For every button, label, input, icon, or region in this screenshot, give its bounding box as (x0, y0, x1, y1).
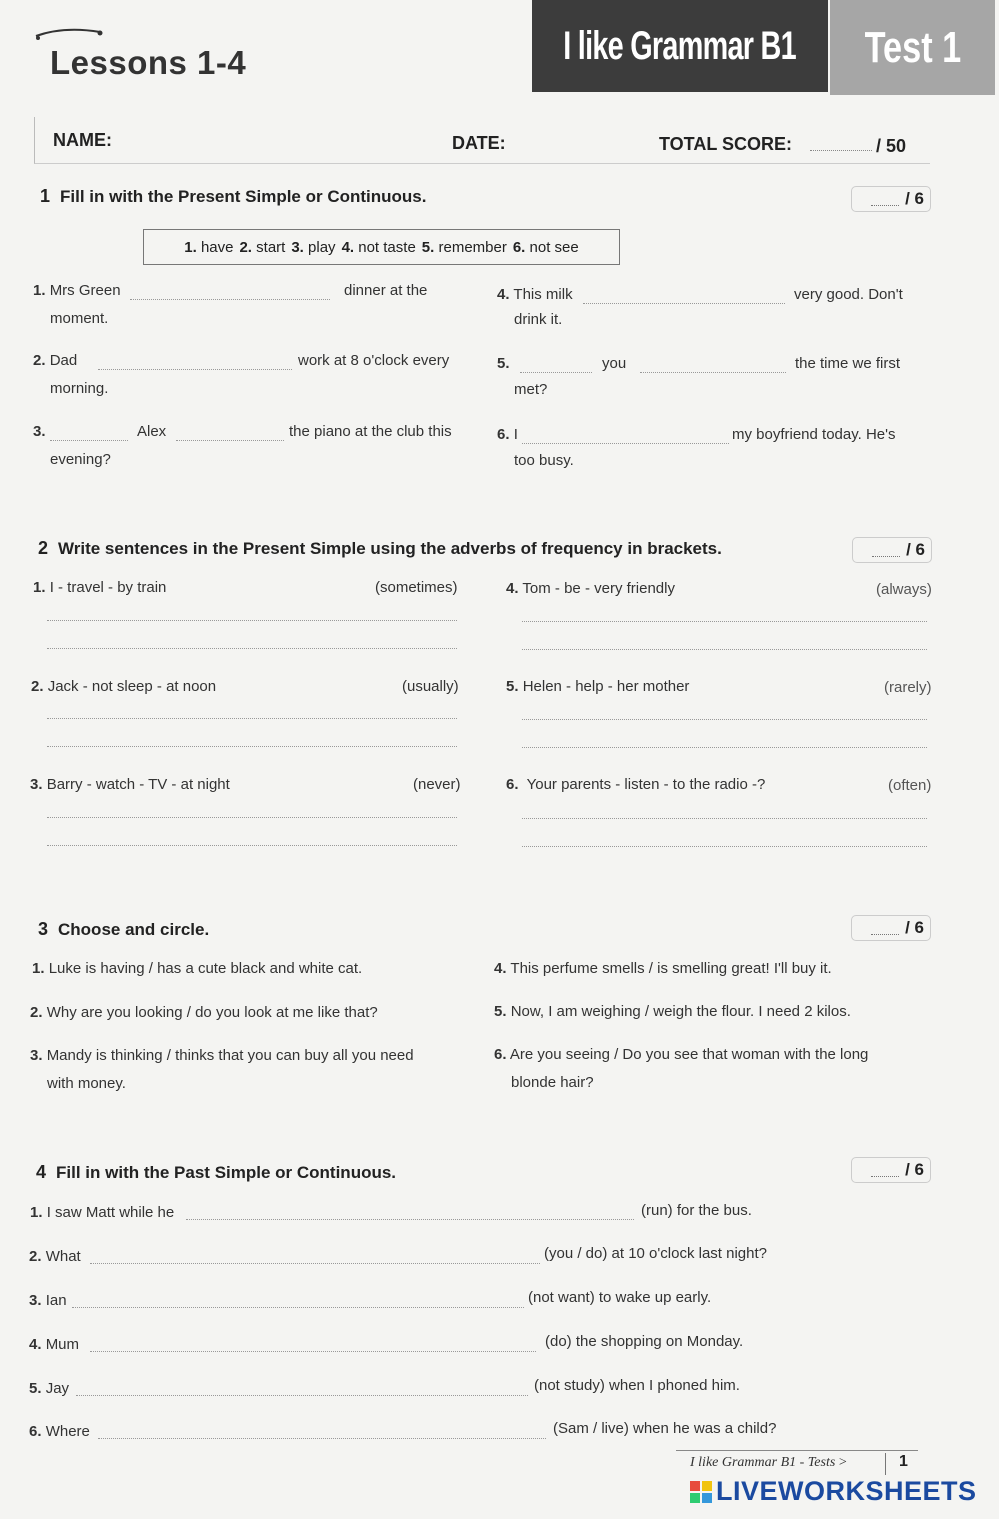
exercise-2-item: 5. Helen - help - her mother (506, 678, 690, 695)
exercise-2-item: 4. Tom - be - very friendly (506, 580, 675, 597)
exercise-text: drink it. (514, 311, 563, 328)
exercise-text: too busy. (514, 452, 574, 469)
answer-blank[interactable] (522, 427, 729, 444)
section-2-heading (38, 538, 722, 559)
book-title-banner (532, 0, 828, 92)
adverb-hint: (usually) (402, 678, 459, 695)
exercise-text: morning. (50, 380, 109, 397)
word-bank-item: 6. not see (512, 238, 579, 256)
test-label: Test 1 (864, 22, 961, 72)
total-score-label: TOTAL SCORE: (659, 134, 793, 154)
page-number: 1 (899, 1453, 908, 1470)
exercise-1-item: 5. (497, 355, 510, 372)
exercise-text: moment. (50, 310, 109, 327)
answer-blank[interactable] (130, 283, 330, 300)
section-title: Choose and circle. (58, 920, 210, 939)
word-bank-item: 4. not taste (341, 238, 416, 256)
total-score-max: / 50 (876, 136, 907, 156)
answer-blank[interactable] (98, 353, 292, 370)
answer-blank[interactable] (90, 1335, 536, 1352)
lessons-title: Lessons 1-4 (50, 44, 247, 81)
section-number: 4 (36, 1162, 47, 1182)
section-3-score-box[interactable] (851, 915, 931, 941)
section-title: Write sentences in the Present Simple using the adverbs of frequency in brackets. (58, 539, 722, 558)
answer-line[interactable] (47, 718, 457, 719)
exercise-4-item: 4. Mum (29, 1336, 80, 1353)
exercise-text: very good. Don't (794, 286, 903, 303)
answer-line[interactable] (47, 648, 457, 649)
answer-blank[interactable] (98, 1422, 546, 1439)
verb-hint: (Sam / live) when he was a child? (553, 1420, 777, 1437)
answer-blank[interactable] (50, 424, 128, 441)
section-title: Fill in with the Past Simple or Continuous. (56, 1163, 397, 1182)
word-bank (143, 229, 620, 265)
exercise-3-item[interactable]: 1. Luke is having / has a cute black and white cat. (32, 960, 363, 977)
exercise-1-item: 6. I (497, 426, 518, 443)
section-1-heading (40, 186, 426, 207)
answer-blank[interactable] (176, 424, 284, 441)
exercise-text: met? (514, 381, 548, 398)
word-bank-item: 5. remember (421, 238, 507, 256)
exercise-1-item: 3. (33, 423, 46, 440)
adverb-hint: (always) (876, 581, 932, 598)
exercise-text: with money. (47, 1075, 126, 1092)
answer-line[interactable] (522, 621, 927, 622)
exercise-text: Alex (137, 423, 167, 440)
exercise-2-item: 3. Barry - watch - TV - at night (30, 776, 230, 793)
exercise-text: work at 8 o'clock every (298, 352, 450, 369)
answer-blank[interactable] (640, 356, 786, 373)
section-score: / 6 (905, 1160, 924, 1179)
section-number: 1 (40, 186, 51, 206)
exercise-3-item[interactable]: 4. This perfume smells / is smelling great! I'll buy it. (494, 960, 832, 977)
section-3-heading (38, 919, 209, 940)
word-bank-item: 3. play (291, 238, 336, 256)
exercise-4-item: 2. What (29, 1248, 81, 1265)
footer-book-title: I like Grammar B1 - Tests > (690, 1455, 847, 1470)
date-label: DATE: (452, 133, 506, 153)
answer-line[interactable] (522, 719, 927, 720)
exercise-2-item: 2. Jack - not sleep - at noon (31, 678, 217, 695)
exercise-text: blonde hair? (511, 1074, 594, 1091)
exercise-text: evening? (50, 451, 111, 468)
answer-blank[interactable] (186, 1203, 634, 1220)
section-score: / 6 (905, 918, 924, 937)
verb-hint: (do) the shopping on Monday. (545, 1333, 744, 1350)
liveworksheets-brand: LIVEWORKSHEETS (716, 1476, 977, 1506)
exercise-1-item: 1. Mrs Green (33, 282, 121, 299)
answer-blank[interactable] (520, 356, 592, 373)
exercise-text: dinner at the (344, 282, 428, 299)
answer-line[interactable] (522, 747, 927, 748)
exercise-2-item: 6. Your parents - listen - to the radio -? (506, 776, 766, 793)
exercise-4-item: 5. Jay (29, 1380, 70, 1397)
section-number: 3 (38, 919, 49, 939)
exercise-text: you (602, 355, 627, 372)
exercise-3-item[interactable]: 5. Now, I am weighing / weigh the flour. I need 2 kilos. (494, 1003, 851, 1020)
verb-hint: (you / do) at 10 o'clock last night? (544, 1245, 767, 1262)
adverb-hint: (sometimes) (375, 579, 458, 596)
adverb-hint: (rarely) (884, 679, 932, 696)
word-bank-item: 2. start (239, 238, 286, 256)
section-score: / 6 (905, 189, 924, 208)
section-title: Fill in with the Present Simple or Continuous. (60, 187, 427, 206)
answer-line[interactable] (47, 845, 457, 846)
name-label: NAME: (53, 130, 112, 150)
exercise-2-item: 1. I - travel - by train (33, 579, 167, 596)
answer-blank[interactable] (583, 287, 785, 304)
exercise-1-item: 2. Dad (33, 352, 78, 369)
answer-blank[interactable] (76, 1379, 528, 1396)
footer-arrow-icon: > (838, 1455, 847, 1470)
answer-line[interactable] (522, 649, 927, 650)
answer-blank[interactable] (72, 1291, 524, 1308)
word-bank-item: 1. have (184, 238, 234, 256)
exercise-text: the piano at the club this (289, 423, 452, 440)
adverb-hint: (never) (413, 776, 461, 793)
exercise-1-item: 4. This milk (497, 286, 573, 303)
total-score-field[interactable] (810, 130, 872, 156)
exercise-text: the time we first (795, 355, 901, 372)
verb-hint: (not study) when I phoned him. (534, 1377, 740, 1394)
adverb-hint: (often) (888, 777, 932, 794)
answer-line[interactable] (47, 817, 457, 818)
exercise-3-item[interactable]: 3. Mandy is thinking / thinks that you can buy all you need (30, 1047, 414, 1064)
book-title: I like Grammar B1 (563, 23, 797, 68)
footer-divider (885, 1453, 886, 1475)
answer-line[interactable] (47, 620, 457, 621)
decorative-swoosh (34, 26, 104, 40)
test-label-banner (830, 0, 995, 95)
section-score: / 6 (906, 540, 925, 559)
answer-blank[interactable] (90, 1247, 540, 1264)
answer-line[interactable] (522, 818, 927, 819)
exercise-3-item[interactable]: 2. Why are you looking / do you look at me like that? (30, 1004, 378, 1021)
exercise-text: my boyfriend today. He's (732, 426, 896, 443)
section-4-score-box[interactable] (851, 1157, 931, 1183)
verb-hint: (not want) to wake up early. (528, 1289, 712, 1306)
verb-hint: (run) for the bus. (641, 1202, 752, 1219)
exercise-4-item: 1. I saw Matt while he (30, 1204, 175, 1221)
exercise-4-item: 3. Ian (29, 1292, 67, 1309)
section-2-score-box[interactable] (852, 537, 932, 563)
exercise-4-item: 6. Where (29, 1423, 90, 1440)
liveworksheets-logo-icon (690, 1481, 712, 1503)
answer-line[interactable] (522, 846, 927, 847)
section-1-score-box[interactable] (851, 186, 931, 212)
answer-line[interactable] (47, 746, 457, 747)
section-4-heading (36, 1162, 396, 1183)
section-number: 2 (38, 538, 49, 558)
exercise-3-item[interactable]: 6. Are you seeing / Do you see that woman with the long (494, 1046, 869, 1063)
